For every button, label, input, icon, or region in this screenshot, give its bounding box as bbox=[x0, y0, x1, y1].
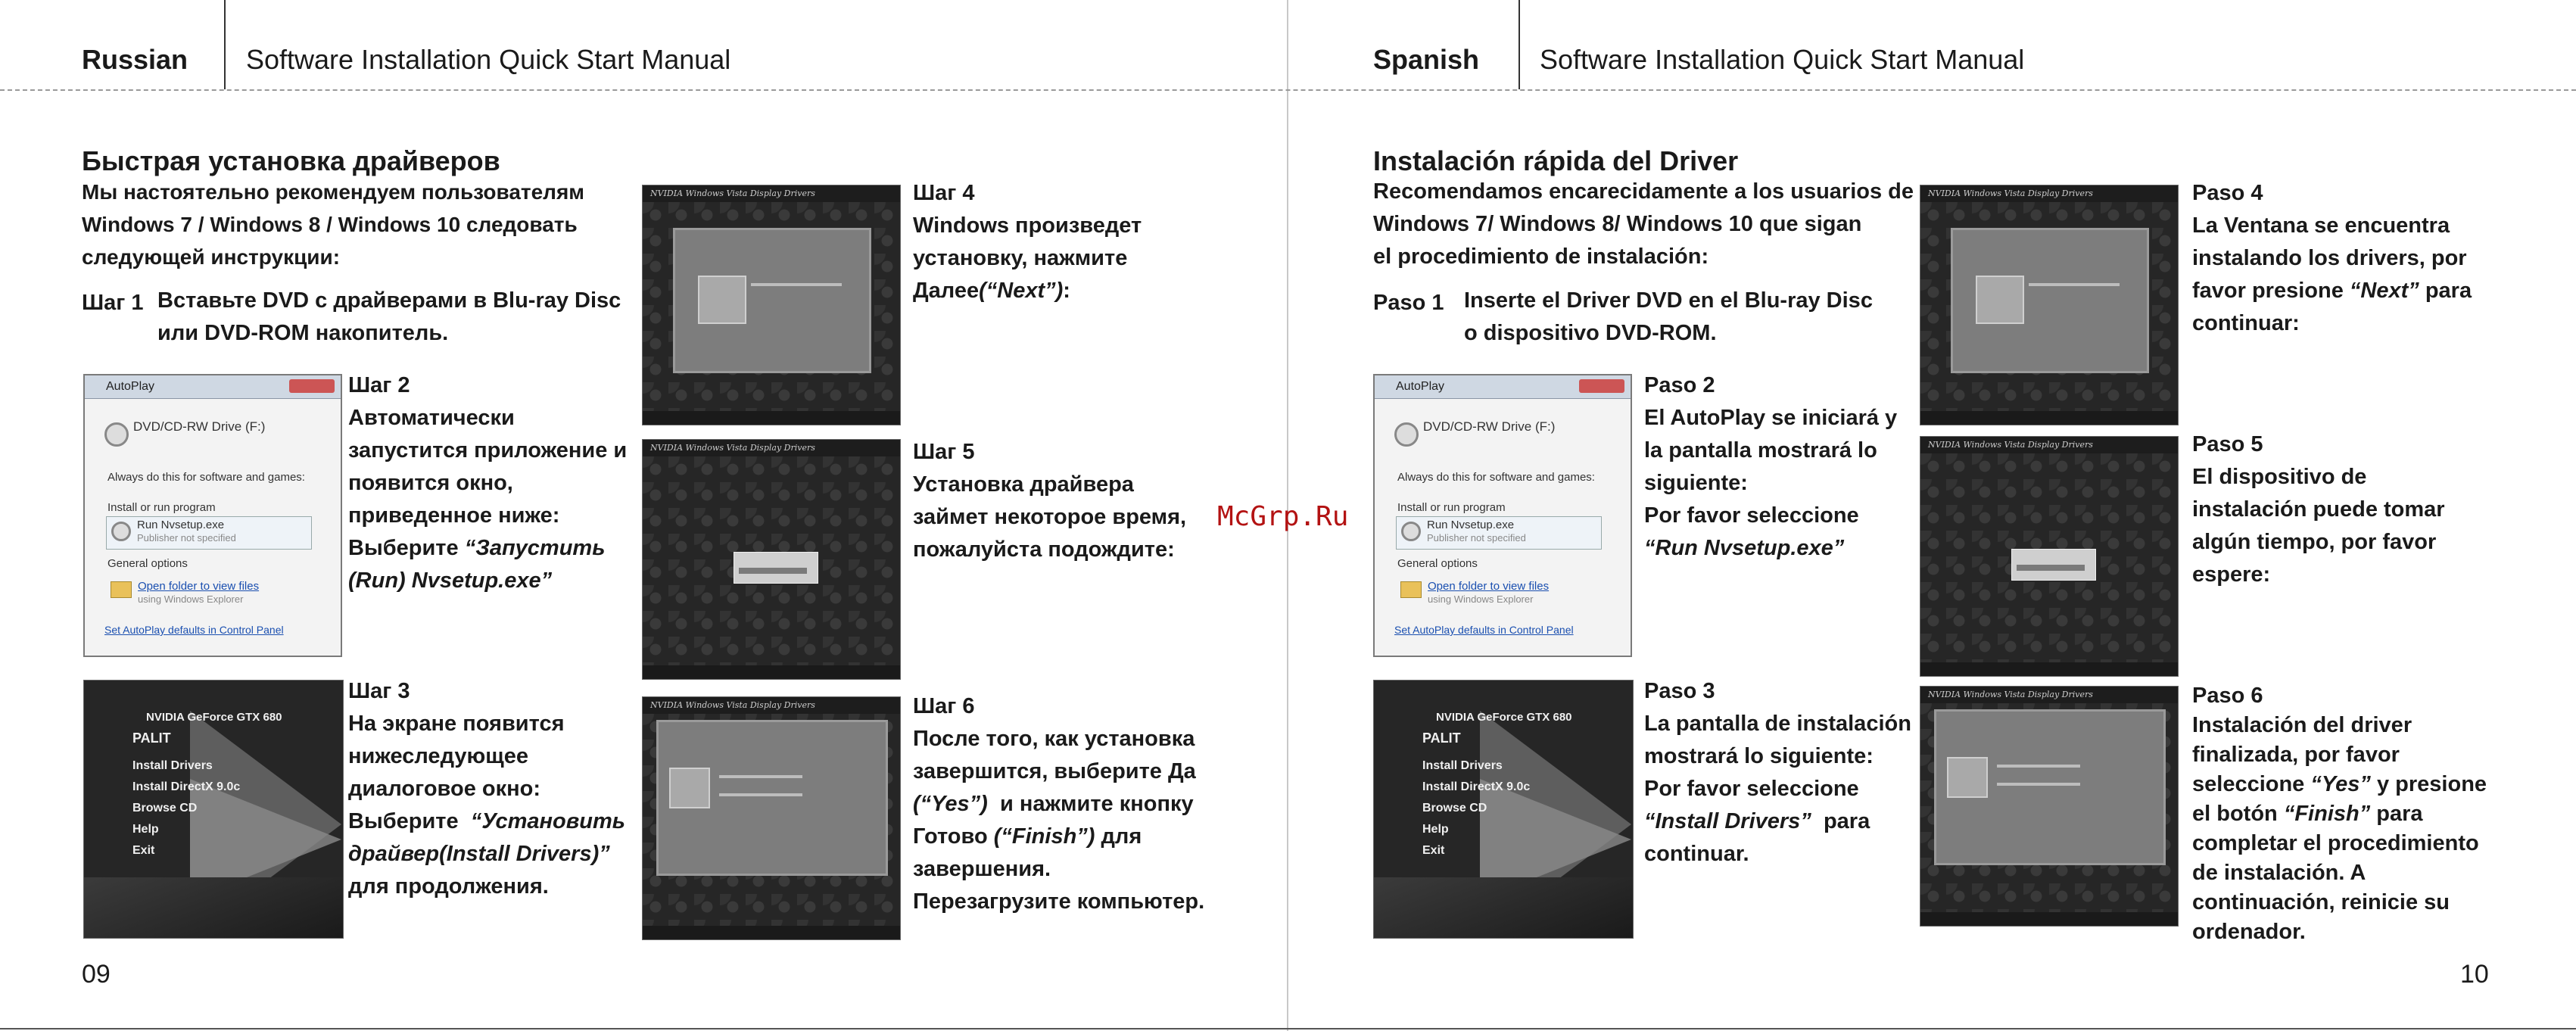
autoplay-always: Always do this for software and games: bbox=[107, 471, 305, 484]
ru-step4-line: Далее bbox=[913, 279, 980, 303]
es-intro-line: Recomendamos encarecidamente a los usuarios de bbox=[1373, 179, 1914, 204]
ru-step6-line: Готово bbox=[913, 824, 988, 849]
taskbar bbox=[643, 926, 900, 939]
autoplay-always: Always do this for software and games: bbox=[1397, 471, 1595, 484]
es-heading: Instalación rápida del Driver bbox=[1373, 145, 1739, 176]
progress-dialog bbox=[2011, 549, 2096, 581]
es-step2-label: Paso 2 bbox=[1644, 373, 1715, 397]
autoplay-defaults-link[interactable]: Set AutoPlay defaults in Control Panel bbox=[104, 624, 284, 636]
ru-step2-line: запустится приложение и bbox=[348, 438, 628, 463]
ru-step2-emphasis: (Run) Nvsetup.exe” bbox=[348, 568, 553, 593]
ru-step6-line: завершится, выберите Да bbox=[913, 759, 1196, 783]
installer-titlebar: NVIDIA Windows Vista Display Drivers bbox=[1920, 687, 2178, 703]
es-step3-label: Paso 3 bbox=[1644, 679, 1715, 703]
es-step3 bbox=[1644, 675, 1911, 871]
ru-step3-emphasis: “Установить bbox=[470, 809, 625, 833]
es-step1-label: Paso 1 bbox=[1373, 291, 1444, 315]
installer-dialog bbox=[1951, 228, 2149, 373]
palit-menu-install-drivers[interactable]: Install Drivers bbox=[1422, 759, 1503, 772]
progress-bar bbox=[2017, 565, 2085, 571]
taskbar bbox=[643, 665, 900, 679]
run-nvsetup-option[interactable] bbox=[106, 516, 312, 550]
es-step4-line: favor presione bbox=[2192, 279, 2344, 303]
ru-step1-line: или DVD-ROM накопитель. bbox=[157, 321, 449, 345]
es-step4-label: Paso 4 bbox=[2192, 181, 2263, 205]
es-palit-screenshot bbox=[1373, 680, 1634, 939]
palit-product: NVIDIA GeForce GTX 680 bbox=[146, 711, 282, 724]
ru-intro-line: следующей инструкции: bbox=[82, 245, 341, 269]
ru-step4-emphasis: (“Next”) bbox=[979, 279, 1064, 303]
es-step6-line: el botón bbox=[2192, 802, 2278, 826]
installer-titlebar: NVIDIA Windows Vista Display Drivers bbox=[643, 185, 900, 202]
es-step6-line: de instalación. A bbox=[2192, 861, 2366, 885]
ru-step2-label: Шаг 2 bbox=[348, 373, 410, 397]
ru-step6-line: завершения. bbox=[913, 857, 1051, 881]
ru-step1-line: Вставьте DVD с драйверами в Blu-ray Disc bbox=[157, 288, 621, 313]
es-step4 bbox=[2192, 177, 2472, 340]
es-step1-line: Inserte el Driver DVD en el Blu-ray Disc bbox=[1464, 288, 1873, 313]
es-step6-line: y presione bbox=[2376, 772, 2487, 796]
es-step3-line: continuar. bbox=[1644, 842, 1749, 866]
run-item-sub: Publisher not specified bbox=[137, 532, 236, 544]
installer-dialog bbox=[656, 720, 888, 876]
ru-step2-line: приведенное ниже: bbox=[348, 503, 560, 528]
taskbar bbox=[1920, 411, 2178, 425]
es-step3-line: Por favor seleccione bbox=[1644, 777, 1859, 801]
es-step6-line: para bbox=[2376, 802, 2423, 826]
ru-palit-screenshot bbox=[83, 680, 344, 939]
radio-option bbox=[1997, 765, 2080, 768]
ru-step4-label: Шаг 4 bbox=[913, 181, 975, 205]
ru-step1-text bbox=[157, 285, 621, 350]
es-step4-line: instalando los drivers, por bbox=[2192, 246, 2467, 270]
es-installer-screenshot-1 bbox=[1920, 185, 2179, 425]
taskbar bbox=[1920, 662, 2178, 676]
es-step2-emphasis: “Run Nvsetup.exe” bbox=[1644, 536, 1845, 560]
open-folder-link[interactable]: Open folder to view files bbox=[1428, 580, 1550, 593]
es-step4-line: para bbox=[2425, 279, 2472, 303]
es-step5 bbox=[2192, 428, 2445, 591]
es-step3-emphasis: “Install Drivers” bbox=[1644, 809, 1811, 833]
es-step2-line: Por favor seleccione bbox=[1644, 503, 1859, 528]
ru-step2-line: Автоматически bbox=[348, 406, 515, 430]
installer-titlebar: NVIDIA Windows Vista Display Drivers bbox=[1920, 437, 2178, 453]
ru-heading: Быстрая установка драйверов bbox=[82, 145, 500, 176]
es-step4-line: La Ventana se encuentra bbox=[2192, 213, 2450, 238]
es-step6-line: finalizada, por favor bbox=[2192, 743, 2400, 767]
ru-step6-finish: (“Finish”) bbox=[993, 824, 1095, 849]
page-number-left: 09 bbox=[82, 960, 111, 989]
es-step5-line: instalación puede tomar bbox=[2192, 497, 2445, 522]
ru-step6-line: для bbox=[1101, 824, 1142, 849]
radio-option bbox=[719, 775, 802, 778]
ru-step4-line: установку, нажмите bbox=[913, 246, 1128, 270]
es-step6-yes: “Yes” bbox=[2310, 772, 2371, 796]
es-step6-label: Paso 6 bbox=[2192, 684, 2263, 708]
header-language-right: Spanish bbox=[1373, 44, 1480, 75]
run-item-label: Run Nvsetup.exe bbox=[137, 519, 225, 531]
es-step1-text bbox=[1464, 285, 1873, 350]
launcher-floor bbox=[84, 877, 343, 938]
autoplay-titlebar: AutoPlay bbox=[1375, 375, 1631, 399]
es-step3-line: mostrará lo siguiente: bbox=[1644, 744, 1874, 768]
open-folder-link[interactable]: Open folder to view files bbox=[138, 580, 260, 593]
ru-step5-line: пожалуйста подождите: bbox=[913, 537, 1175, 562]
ru-step2-line: Выберите bbox=[348, 536, 459, 560]
es-step6-line: ordenador. bbox=[2192, 920, 2306, 944]
folder-icon bbox=[111, 581, 132, 598]
installer-icon bbox=[698, 276, 746, 324]
ru-step3-line: На экране появится bbox=[348, 712, 565, 736]
ru-step5-label: Шаг 5 bbox=[913, 440, 975, 464]
es-installer-screenshot-2 bbox=[1920, 436, 2179, 677]
ru-step5-line: Установка драйвера bbox=[913, 472, 1134, 497]
dvd-drive-icon bbox=[1394, 422, 1419, 447]
es-step3-line: para bbox=[1823, 809, 1870, 833]
autoplay-defaults-link[interactable]: Set AutoPlay defaults in Control Panel bbox=[1394, 624, 1574, 636]
installer-dialog bbox=[1934, 709, 2166, 865]
text-line bbox=[2029, 283, 2120, 286]
ru-step5 bbox=[913, 436, 1186, 566]
autoplay-section-install: Install or run program bbox=[107, 501, 216, 514]
es-intro-line: Windows 7/ Windows 8/ Windows 10 que sigan bbox=[1373, 212, 1862, 236]
ru-step3-label: Шаг 3 bbox=[348, 679, 410, 703]
open-folder-sub: using Windows Explorer bbox=[138, 593, 244, 605]
autoplay-section-install: Install or run program bbox=[1397, 501, 1506, 514]
es-intro bbox=[1373, 176, 1914, 273]
ru-step1-label: Шаг 1 bbox=[82, 291, 144, 315]
window-controls bbox=[1579, 379, 1624, 393]
es-step6-line: completar el procedimiento bbox=[2192, 831, 2479, 855]
installer-icon bbox=[669, 768, 710, 808]
es-step2-line: El AutoPlay se iniciará y bbox=[1644, 406, 1898, 430]
launcher-floor bbox=[1374, 877, 1633, 938]
palit-brand: PALIT bbox=[1422, 730, 1461, 746]
autoplay-section-general: General options bbox=[1397, 557, 1478, 570]
ru-step5-line: займет некоторое время, bbox=[913, 505, 1187, 529]
run-item-label: Run Nvsetup.exe bbox=[1427, 519, 1515, 531]
es-step6-line: seleccione bbox=[2192, 772, 2305, 796]
ru-step6-label: Шаг 6 bbox=[913, 694, 975, 718]
palit-menu-exit[interactable]: Exit bbox=[132, 844, 155, 857]
header-dashed-rule bbox=[0, 89, 2576, 91]
header-title-left: Software Installation Quick Start Manual bbox=[246, 44, 731, 75]
es-step5-line: El dispositivo de bbox=[2192, 465, 2367, 489]
ru-installer-screenshot-2 bbox=[642, 439, 901, 680]
installer-titlebar: NVIDIA Windows Vista Display Drivers bbox=[643, 697, 900, 714]
radio-option bbox=[719, 793, 802, 796]
installer-icon bbox=[1976, 276, 2024, 324]
ru-step4-line: Windows произведет bbox=[913, 213, 1142, 238]
es-step2-line: la pantalla mostrará lo bbox=[1644, 438, 1877, 463]
es-step6-line: continuación, reinicie su bbox=[2192, 890, 2450, 914]
installer-titlebar: NVIDIA Windows Vista Display Drivers bbox=[643, 440, 900, 456]
palit-menu-help[interactable]: Help bbox=[132, 823, 159, 836]
es-step1-line: o dispositivo DVD-ROM. bbox=[1464, 321, 1717, 345]
ru-step2 bbox=[348, 369, 627, 597]
ru-step4-tail: : bbox=[1063, 279, 1070, 303]
ru-step6-line: и нажмите кнопку bbox=[999, 792, 1194, 816]
es-installer-screenshot-3 bbox=[1920, 686, 2179, 927]
dvd-icon bbox=[111, 522, 131, 541]
es-step5-label: Paso 5 bbox=[2192, 432, 2263, 456]
autoplay-section-general: General options bbox=[107, 557, 188, 570]
palit-product: NVIDIA GeForce GTX 680 bbox=[1436, 711, 1572, 724]
taskbar bbox=[643, 411, 900, 425]
es-step2 bbox=[1644, 369, 1897, 565]
ru-step3 bbox=[348, 675, 625, 903]
ru-step2-line: появится окно, bbox=[348, 471, 513, 495]
header-title-right: Software Installation Quick Start Manual bbox=[1540, 44, 2025, 75]
installer-titlebar: NVIDIA Windows Vista Display Drivers bbox=[1920, 185, 2178, 202]
ru-step3-line: диалоговое окно: bbox=[348, 777, 540, 801]
es-autoplay-screenshot bbox=[1373, 374, 1632, 657]
palit-menu-exit[interactable]: Exit bbox=[1422, 844, 1445, 857]
folder-icon bbox=[1400, 581, 1422, 598]
open-folder-sub: using Windows Explorer bbox=[1428, 593, 1534, 605]
ru-step6-line: Перезагрузите компьютер. bbox=[913, 889, 1205, 914]
ru-step2-emphasis: “Запустить bbox=[464, 536, 606, 560]
ru-intro-line: Мы настоятельно рекомендуем пользователям bbox=[82, 180, 585, 204]
palit-menu-browse-cd[interactable]: Browse CD bbox=[132, 802, 198, 815]
header-separator-left bbox=[224, 0, 226, 89]
es-step6-finish: “Finish” bbox=[2283, 802, 2371, 826]
ru-autoplay-screenshot bbox=[83, 374, 342, 657]
ru-step6-line: После того, как установка bbox=[913, 727, 1195, 751]
ru-step6 bbox=[913, 690, 1204, 918]
taskbar bbox=[1920, 912, 2178, 926]
progress-dialog bbox=[734, 552, 818, 584]
radio-option bbox=[1997, 783, 2080, 786]
ru-step3-tail: для продолжения. bbox=[348, 874, 549, 899]
run-item-sub: Publisher not specified bbox=[1427, 532, 1526, 544]
header-language-left: Russian bbox=[82, 44, 188, 75]
es-step2-line: siguiente: bbox=[1644, 471, 1748, 495]
es-step6-line: Instalación del driver bbox=[2192, 713, 2412, 737]
es-step3-line: La pantalla de instalación bbox=[1644, 712, 1911, 736]
palit-menu-install-directx[interactable]: Install DirectX 9.0c bbox=[1422, 780, 1531, 793]
ru-intro-line: Windows 7 / Windows 8 / Windows 10 следовать bbox=[82, 213, 578, 236]
text-line bbox=[751, 283, 842, 286]
dvd-drive-icon bbox=[104, 422, 129, 447]
autoplay-titlebar: AutoPlay bbox=[85, 375, 341, 399]
es-step4-emphasis: “Next” bbox=[2349, 279, 2419, 303]
es-step6 bbox=[2192, 681, 2487, 947]
ru-step4 bbox=[913, 177, 1142, 307]
autoplay-drive: DVD/CD-RW Drive (F:) bbox=[133, 419, 266, 434]
palit-menu-install-directx[interactable]: Install DirectX 9.0c bbox=[132, 780, 241, 793]
ru-step6-yes: (“Yes”) bbox=[913, 792, 988, 816]
dvd-icon bbox=[1401, 522, 1421, 541]
es-intro-line: el procedimiento de instalación: bbox=[1373, 245, 1709, 269]
header-separator-right bbox=[1519, 0, 1520, 89]
palit-menu-install-drivers[interactable]: Install Drivers bbox=[132, 759, 213, 772]
palit-menu-browse-cd[interactable]: Browse CD bbox=[1422, 802, 1487, 815]
page-number-right: 10 bbox=[2460, 960, 2489, 989]
es-step4-line: continuar: bbox=[2192, 311, 2300, 335]
autoplay-drive: DVD/CD-RW Drive (F:) bbox=[1423, 419, 1556, 434]
watermark: McGrp.Ru bbox=[1217, 501, 1349, 532]
bottom-rule bbox=[0, 1028, 2576, 1029]
ru-step3-line: Выберите bbox=[348, 809, 459, 833]
ru-installer-screenshot-1 bbox=[642, 185, 901, 425]
installer-dialog bbox=[673, 228, 871, 373]
ru-step3-emphasis: драйвер(Install Drivers)” bbox=[348, 842, 610, 866]
es-step5-line: espere: bbox=[2192, 562, 2271, 587]
es-step5-line: algún tiempo, por favor bbox=[2192, 530, 2437, 554]
ru-installer-screenshot-3 bbox=[642, 696, 901, 940]
palit-brand: PALIT bbox=[132, 730, 171, 746]
palit-menu-help[interactable]: Help bbox=[1422, 823, 1449, 836]
ru-step3-line: нижеследующее bbox=[348, 744, 528, 768]
progress-bar bbox=[739, 568, 807, 574]
ru-intro bbox=[82, 176, 584, 273]
run-nvsetup-option[interactable] bbox=[1396, 516, 1602, 550]
window-controls bbox=[289, 379, 335, 393]
installer-icon bbox=[1947, 757, 1988, 798]
